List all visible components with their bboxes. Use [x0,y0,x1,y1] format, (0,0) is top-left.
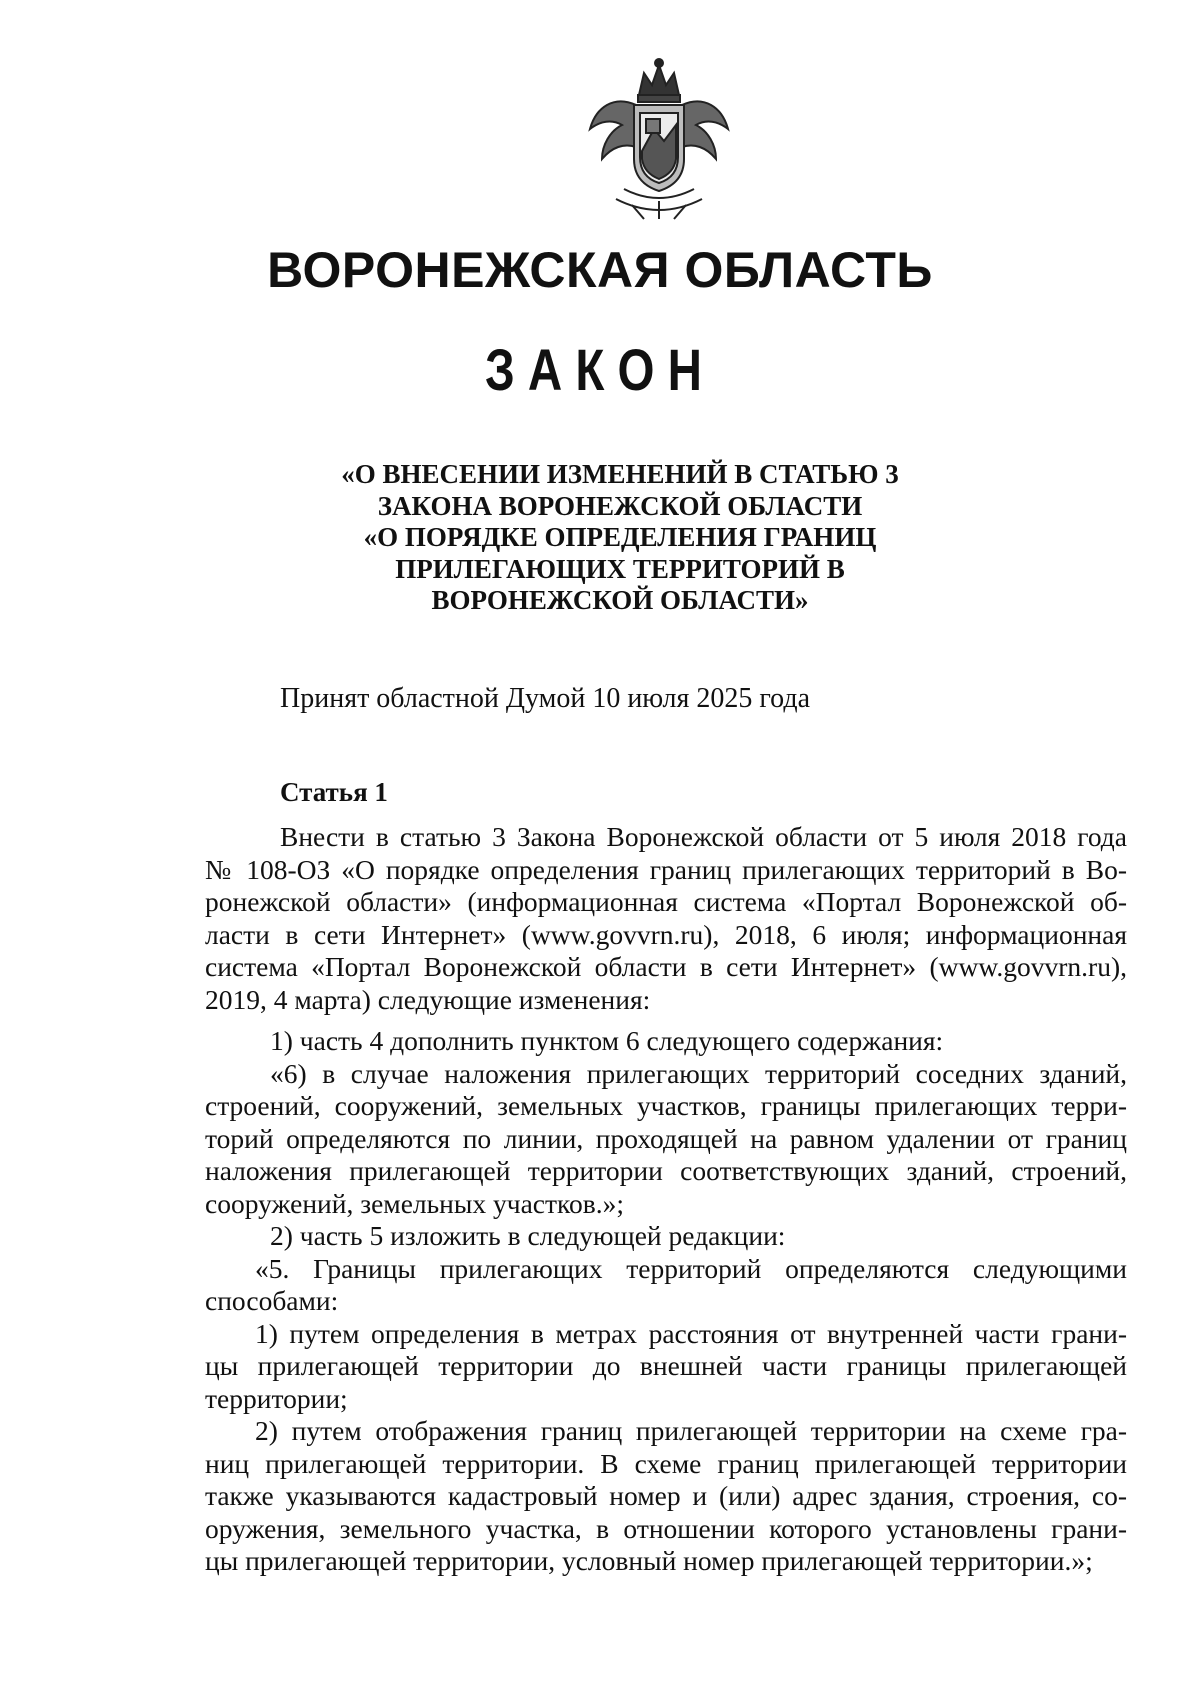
paragraph-line: «6) в случае наложения прилегающих территорий соседних зданий, [270,1057,1127,1089]
paragraph-gap [205,1016,1127,1025]
paragraph-line: также указываются кадастровый номер и (или) адрес здания, строения, со- [205,1480,1127,1511]
paragraph-line: сооружений, земельных участков.»; [205,1187,624,1219]
paragraph [205,1058,1127,1221]
region-title: ВОРОНЕЖСКАЯ ОБЛАСТЬ [267,242,933,298]
law-title-line: «О ПОРЯДКЕ ОПРЕДЕЛЕНИЯ ГРАНИЦ [363,522,877,552]
law-title-line: ЗАКОНА ВОРОНЕЖСКОЙ ОБЛАСТИ [377,490,863,521]
law-title [330,459,910,617]
paragraph-line: ронежской области» (информационная система «Портал Воронежской об- [205,886,1127,917]
paragraph-line: 1) часть 4 дополнить пунктом 6 следующего содержания: [270,1025,944,1056]
paragraph [205,1220,1127,1253]
paragraph-line: 1) путем определения в метрах расстояния от внутренней части грани- [255,1317,1127,1349]
adoption-date: Принят областной Думой 10 июля 2025 года [280,683,811,714]
paragraph-line: № 108-ОЗ «О порядке определения границ прилегающих территорий в Во- [205,853,1127,885]
paragraph-line: ласти в сети Интернет» (www.govvrn.ru), 2018, 6 июля; информационная [205,918,1127,950]
paragraph-line: ниц прилегающей территории. В схеме границ прилегающей территории [205,1447,1127,1479]
paragraph-line: торий определяются по линии, проходящей на равном удалении от границ [205,1122,1127,1154]
law-title-line: ВОРОНЕЖСКОЙ ОБЛАСТИ» [431,585,809,615]
paragraph-line: способами: [205,1285,339,1316]
paragraph-line: 2) часть 5 изложить в следующей редакции: [270,1220,786,1251]
paragraph-line: система «Портал Воронежской области в сети Интернет» (www.govvrn.ru), [205,951,1127,982]
paragraph-line: оружения, земельного участка, в отношении которого установлены грани- [205,1512,1127,1544]
law-title-line: ПРИЛЕГАЮЩИХ ТЕРРИТОРИЙ В [395,553,845,584]
paragraph-line: цы прилегающей территории до внешней части границы прилегающей [205,1350,1127,1381]
paragraph-line: строений, сооружений, земельных участков, границы прилегающих терри- [205,1090,1127,1121]
paragraph [205,821,1127,1016]
article-heading: Статья 1 [280,777,388,807]
law-title-line: «О ВНЕСЕНИИ ИЗМЕНЕНИЙ В СТАТЬЮ 3 [341,459,899,489]
paragraph-line: 2) путем отображения границ прилегающей территории на схеме гра- [255,1415,1127,1446]
paragraph-line: «5. Границы прилегающих территорий определяются следующими [255,1252,1127,1284]
article-body [205,821,1127,1578]
document-type: ЗАКОН [484,338,716,403]
paragraph-line: территории; [205,1382,348,1414]
paragraph-line: наложения прилегающей территории соответствующих зданий, строений, [205,1155,1127,1186]
paragraph [205,1415,1127,1578]
paragraph-line: цы прилегающей территории, условный номер прилегающей территории.»; [205,1545,1093,1576]
voronezh-coat-of-arms-icon [584,55,734,223]
paragraph [205,1318,1127,1416]
paragraph-line: 2019, 4 марта) следующие изменения: [205,983,651,1015]
paragraph-line: Внести в статью 3 Закона Воронежской области от 5 июля 2018 года [280,821,1127,852]
paragraph [205,1253,1127,1318]
paragraph [205,1025,1127,1058]
